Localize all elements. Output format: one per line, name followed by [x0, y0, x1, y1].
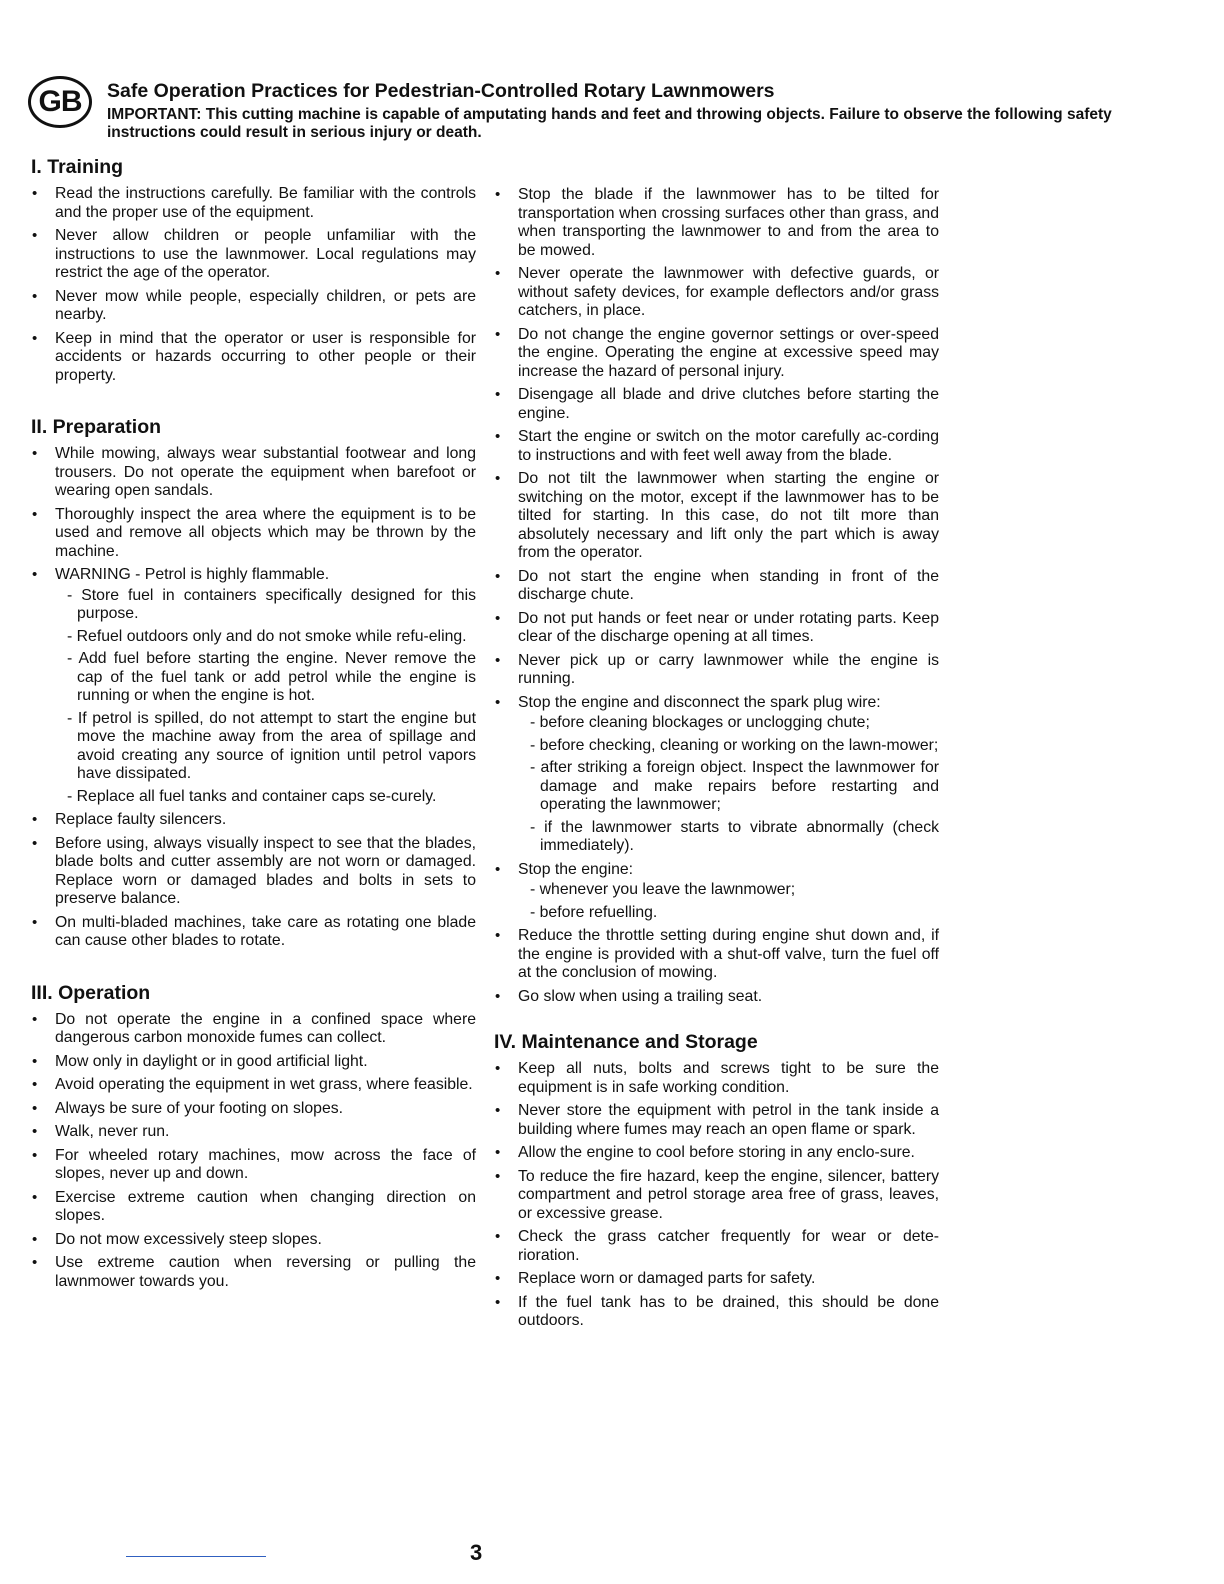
section-title-maintenance: IV. Maintenance and Storage [494, 1031, 758, 1053]
operation-list [31, 1011, 476, 1292]
list-item: • Allow the engine to cool before storing in any enclo-sure. [494, 1144, 939, 1163]
sub-item: - If petrol is spilled, do not attempt to start the engine but move the machine away from the area of spillage and avoid creating any source of ignition until petrol vapors have dissipated. [67, 709, 476, 782]
list-item: • Disengage all blade and drive clutches before starting the engine. [494, 386, 939, 423]
training-list [31, 185, 476, 385]
list-item: • Walk, never run. [31, 1123, 476, 1142]
list-item: • On multi-bladed machines, take care as rotating one blade can cause other blades to rotate. [31, 914, 476, 951]
sub-item: - Store fuel in containers specifically designed for this purpose. [67, 586, 476, 622]
list-item: • Keep all nuts, bolts and screws tight to be sure the equipment is in safe working condition. [494, 1060, 939, 1097]
list-item: • Stop the blade if the lawnmower has to be tilted for transportation when crossing surfaces other than grass, and when transporting the lawnmower to and from the area to be mowed. [494, 186, 939, 260]
page-number: 3 [470, 1540, 483, 1565]
page-title: Safe Operation Practices for Pedestrian-Controlled Rotary Lawnmowers [107, 80, 775, 102]
list-item: • Always be sure of your footing on slopes. [31, 1100, 476, 1119]
list-item: • Thoroughly inspect the area where the equipment is to be used and remove all objects which may be thrown by the machine. [31, 506, 476, 562]
important-label: IMPORTANT: [107, 106, 202, 123]
list-item: • Go slow when using a trailing seat. [494, 988, 939, 1007]
list-item: • Never allow children or people unfamiliar with the instructions to use the lawnmower. Local regulations may restrict the age of the operator. [31, 227, 476, 283]
sub-item: - before checking, cleaning or working on the lawn-mower; [530, 736, 939, 754]
right-column [494, 186, 939, 1336]
list-item: • Replace faulty silencers. [31, 811, 476, 830]
sub-item: - if the lawnmower starts to vibrate abnormally (check immediately). [530, 818, 939, 854]
sub-item: - Add fuel before starting the engine. Never remove the cap of the fuel tank or add petrol while the engine is running or when the engine is hot. [67, 650, 476, 704]
gb-language-badge: GB [28, 76, 92, 128]
list-item: • Replace worn or damaged parts for safety. [494, 1270, 939, 1289]
maintenance-list [494, 1060, 939, 1331]
list-item: • Never pick up or carry lawnmower while the engine is running. [494, 652, 939, 689]
sub-item: - before cleaning blockages or unclogging chute; [530, 714, 870, 731]
list-item [494, 694, 939, 856]
section-title-training: I. Training [31, 156, 124, 178]
list-item: • Do not change the engine governor settings or over-speed the engine. Operating the engine at excessive speed may increase the hazard of personal injury. [494, 326, 939, 382]
section-title-operation: III. Operation [31, 981, 151, 1004]
list-item: • Do not start the engine when standing in front of the discharge chute. [494, 568, 939, 605]
stop-engine-sublist [518, 881, 939, 922]
sub-item: - after striking a foreign object. Inspect the lawnmower for damage and make repairs before restarting and operating the lawnmower; [530, 759, 939, 813]
important-text: This cutting machine is capable of amputating hands and feet and throwing objects. Failure to observe the following safety instructions could result in serious injury or death. [107, 106, 1112, 141]
list-item: • Do not put hands or feet near or under rotating parts. Keep clear of the discharge opening at all times. [494, 610, 939, 647]
page-header [28, 76, 1198, 146]
left-column [31, 156, 476, 1296]
stop-engine-text: Stop the engine: [518, 860, 634, 878]
list-item [494, 861, 939, 923]
list-item: • Start the engine or switch on the motor carefully ac-cording to instructions and with feet well away from the blade. [494, 428, 939, 465]
preparation-list [31, 445, 476, 951]
list-item: • For wheeled rotary machines, mow across the face of slopes, never up and down. [31, 1147, 476, 1184]
list-item: • Never mow while people, especially children, or pets are nearby. [31, 288, 476, 325]
list-item: • Use extreme caution when reversing or pulling the lawnmower towards you. [31, 1254, 476, 1291]
list-item [31, 566, 476, 806]
sub-item: - Refuel outdoors only and do not smoke while refu-eling. [67, 627, 467, 645]
list-item: • If the fuel tank has to be drained, this should be done outdoors. [494, 1294, 939, 1331]
spark-plug-text: Stop the engine and disconnect the spark plug wire: [518, 693, 881, 711]
list-item: • Before using, always visually inspect to see that the blades, blade bolts and cutter assembly are not worn or damaged. Replace worn or damaged blades and bolts in sets to preserve balance. [31, 835, 476, 909]
list-item: • Never operate the lawnmower with defective guards, or without safety devices, for example deflectors and/or grass catchers, in place. [494, 265, 939, 321]
list-item: • Check the grass catcher frequently for wear or dete-rioration. [494, 1228, 939, 1265]
list-item: • Do not operate the engine in a confined space where dangerous carbon monoxide fumes can collect. [31, 1011, 476, 1048]
list-item: • Read the instructions carefully. Be familiar with the controls and the proper use of the equipment. [31, 185, 476, 222]
list-item: • Mow only in daylight or in good artificial light. [31, 1053, 476, 1072]
list-item: • Do not mow excessively steep slopes. [31, 1231, 476, 1250]
sub-item: - whenever you leave the lawnmower; [530, 881, 796, 898]
section-title-preparation: II. Preparation [31, 416, 162, 438]
footer-divider [126, 1556, 266, 1557]
warning-text: WARNING - Petrol is highly flammable. [55, 566, 330, 583]
spark-plug-sublist [518, 714, 939, 856]
operation-list-continued [494, 186, 939, 1006]
list-item: • While mowing, always wear substantial footwear and long trousers. Do not operate the equipment when barefoot or wearing open sandals. [31, 445, 476, 501]
list-item: • Exercise extreme caution when changing direction on slopes. [31, 1189, 476, 1226]
sub-item: - before refuelling. [530, 903, 658, 921]
list-item: • Reduce the throttle setting during engine shut down and, if the engine is provided with a shut-off valve, turn the fuel off at the conclusion of mowing. [494, 927, 939, 983]
warning-sublist [55, 587, 476, 807]
list-item: • Never store the equipment with petrol in the tank inside a building where fumes may reach an open flame or spark. [494, 1102, 939, 1139]
list-item: • Avoid operating the equipment in wet grass, where feasible. [31, 1076, 476, 1095]
list-item: • To reduce the fire hazard, keep the engine, silencer, battery compartment and petrol storage area free of grass, leaves, or excessive grease. [494, 1168, 939, 1224]
list-item: • Keep in mind that the operator or user is responsible for accidents or hazards occurring to other people or their property. [31, 330, 476, 386]
list-item: • Do not tilt the lawnmower when starting the engine or switching on the motor, except if the lawnmower has to be tilted for starting. In this case, do not tilt more than absolutely necessary and lift only the part which is away from the operator. [494, 470, 939, 563]
sub-item: - Replace all fuel tanks and container caps se-curely. [67, 787, 437, 805]
important-notice [107, 106, 1157, 142]
